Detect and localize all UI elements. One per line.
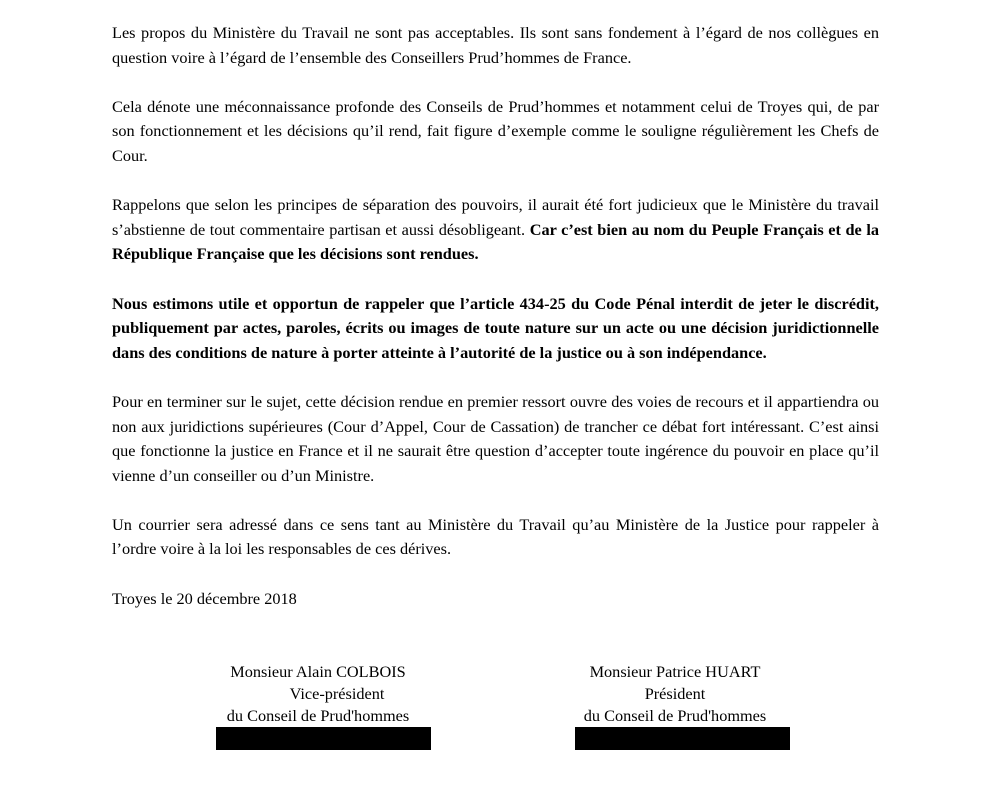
paragraph-6-text: Un courrier sera adressé dans ce sens tant au Ministère du Travail qu’au Ministère de la Justice pour rappeler à l’ordre voire à la loi les responsables de ces dérives. [112,514,879,559]
signatory-organization: du Conseil de Prud'hommes [226,706,410,725]
paragraph-2-text: Cela dénote une méconnaissance profonde des Conseils de Prud’hommes et notamment celui de Troyes qui, de par son fonctionnement et les décisions qu’il rend, fait figure d’exemple comme le souligne régulièrement les Chefs de Cour. [112,96,879,165]
letter-body [112,21,879,611]
paragraph-1-text: Les propos du Ministère du Travail ne sont pas acceptables. Ils sont sans fondement à l’égard de nos collègues en question voire à l’égard de l’ensemble des Conseillers Prud’hommes de France. [112,23,879,67]
paragraph-4-bold-text: Nous estimons utile et opportun de rappeler que l’article 434-25 du Code Pénal interdit de jeter le discrédit, publiquement par actes, paroles, écrits ou images de toute nature sur un acte ou une décision juridictionnelle dans des conditions de nature à porter atteinte à l’autorité de la justice ou à son indépendance. [112,293,879,362]
paragraph-5 [112,390,879,488]
paragraph-2 [112,95,879,169]
signatory-role: Président [644,684,706,703]
paragraph-6 [112,513,879,562]
date-line: Troyes le 20 décembre 2018 [112,588,297,608]
signatory-role: Vice-président [289,684,385,703]
signature-block-left [210,661,426,727]
paragraph-3 [112,193,879,267]
signatory-organization: du Conseil de Prud'hommes [583,706,767,725]
signature-block-right [568,661,782,727]
paragraph-5-text: Pour en terminer sur le sujet, cette décision rendue en premier ressort ouvre des voies de recours et il appartiendra ou non aux juridictions supérieures (Cour d’Appel, Cour de Cassation) de trancher ce débat fort intéressant. C’est ainsi que fonctionne la justice en France et il ne saurait être question d’accepter toute ingérence du pouvoir en place qu’il vienne d’un conseiller ou d’un Ministre. [112,391,879,485]
signatory-name: Monsieur Patrice HUART [589,662,761,681]
redaction-bar [216,727,431,750]
paragraph-1 [112,21,879,70]
signatory-name: Monsieur Alain COLBOIS [230,662,406,681]
paragraph-3-text: Rappelons que selon les principes de séparation des pouvoirs, il aurait été fort judicieux que le Ministère du travail s’abstienne de tout commentaire partisan et aussi désobligeant. [112,195,879,239]
redaction-bar [575,727,790,750]
paragraph-4 [112,292,879,366]
paragraph-3-bold-text: Car c’est bien au nom du Peuple Français et de la République Française que les décisions sont rendues. [112,219,879,264]
